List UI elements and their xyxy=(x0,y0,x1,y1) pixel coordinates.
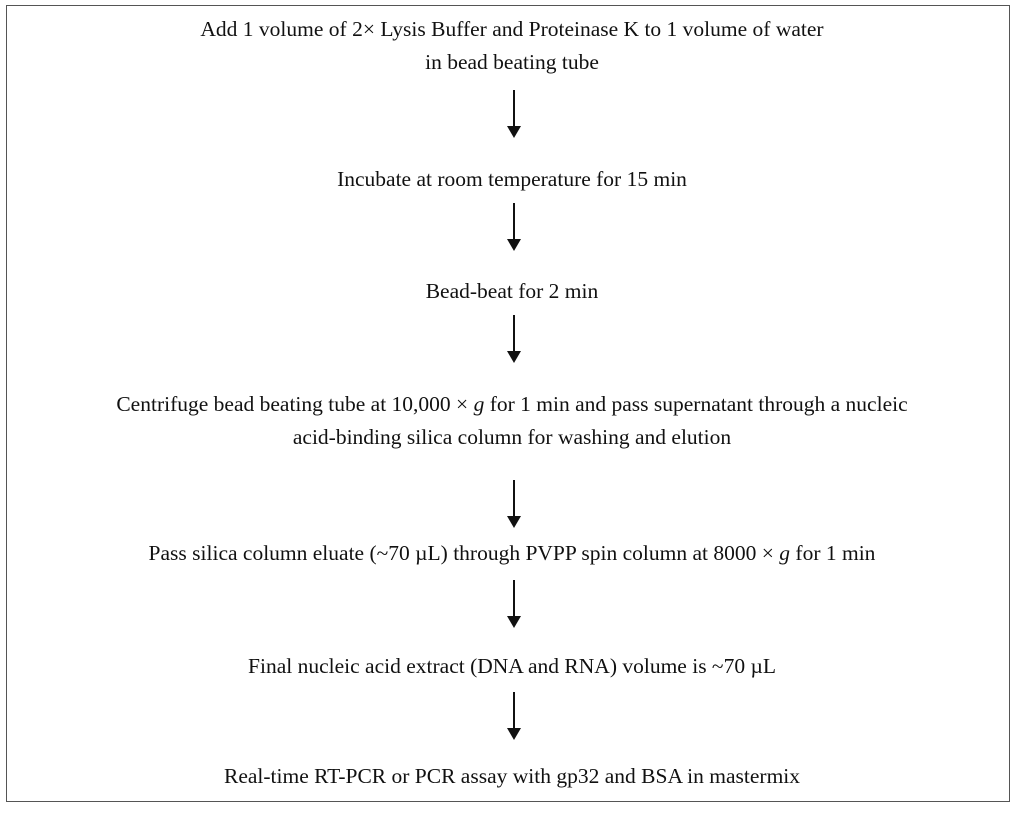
step-5-pvpp-spin xyxy=(0,537,1024,570)
arrow-down-icon xyxy=(507,315,521,363)
step-4-line-1: Centrifuge bead beating tube at 10,000 × g for 1 min and pass supernatant through a nucleic xyxy=(116,392,908,416)
arrow-down-icon xyxy=(507,580,521,628)
step-5-line-1: Pass silica column eluate (~70 µL) through PVPP spin column at 8000 × g for 1 min xyxy=(148,541,876,565)
step-3-line-1: Bead-beat for 2 min xyxy=(425,279,599,303)
step-2-line-1: Incubate at room temperature for 15 min xyxy=(337,167,687,191)
arrow-down-icon xyxy=(507,90,521,138)
step-6-final-extract xyxy=(0,650,1024,683)
step-6-line-1: Final nucleic acid extract (DNA and RNA) volume is ~70 µL xyxy=(248,654,776,678)
step-2-incubate xyxy=(0,163,1024,196)
step-1-add-lysis-buffer xyxy=(0,13,1024,79)
arrow-down-icon xyxy=(507,692,521,740)
step-1-line-1: Add 1 volume of 2× Lysis Buffer and Proteinase K to 1 volume of water xyxy=(200,17,824,41)
step-3-bead-beat xyxy=(0,275,1024,308)
step-4-line-2: acid-binding silica column for washing and elution xyxy=(292,425,732,449)
step-7-line-1: Real-time RT-PCR or PCR assay with gp32 and BSA in mastermix xyxy=(223,764,801,788)
arrow-down-icon xyxy=(507,480,521,528)
step-4-centrifuge xyxy=(0,388,1024,454)
arrow-down-icon xyxy=(507,203,521,251)
step-1-line-2: in bead beating tube xyxy=(425,50,599,74)
step-7-pcr-assay xyxy=(0,760,1024,793)
